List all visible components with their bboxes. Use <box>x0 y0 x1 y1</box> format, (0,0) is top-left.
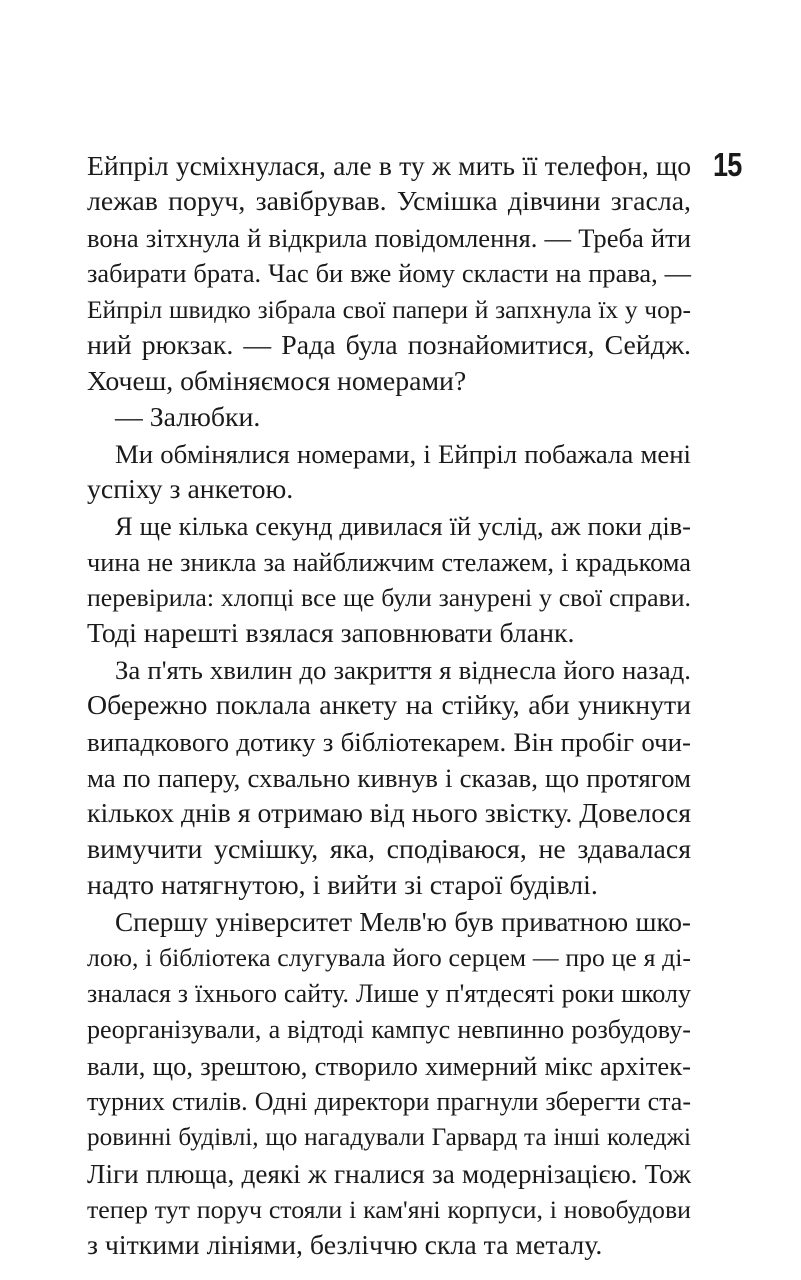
text-line: Я ще кілька секунд дивилася їй услід, аж поки дів- <box>115 511 691 541</box>
text-line: Ми обмінялися номерами, і Ейпріл побажала мені <box>115 439 691 469</box>
text-line: лежав поруч, завібрував. Усмішка дівчини згасла, <box>87 186 691 217</box>
text-line: забирати брата. Час би вже йому скласти на права, — <box>87 259 691 288</box>
text-line: випадкового дотику з бібліотекарем. Він пробіг очи- <box>87 727 691 757</box>
text-line: Спершу університет Мелв'ю був приватною шко- <box>115 907 691 937</box>
text-line: ма по паперу, схвально кивнув і сказав, що протягом <box>87 763 691 793</box>
text-line: Обережно поклала анкету на стійку, аби уникнути <box>87 690 691 721</box>
text-line: — Залюбки. <box>115 402 261 433</box>
text-line: вимучити усмішку, яка, сподіваюся, не здавалася <box>87 834 691 865</box>
text-line: успіху з анкетою. <box>87 474 294 505</box>
text-line: зналася з їхнього сайту. Лише у п'ятдесяті роки школу <box>87 979 691 1008</box>
text-line: Ейпріл швидко зібрала свої папери й запхнула їх у чор- <box>87 295 691 324</box>
text-line: вали, що, зрештою, створило химерний мікс архітек- <box>87 1051 691 1081</box>
text-line: вона зітхнула й відкрила повідомлення. — Треба йти <box>87 223 691 253</box>
text-line: перевірила: хлопці все ще були занурені у свої справи. <box>87 583 691 612</box>
text-line: тепер тут поруч стояли і кам'яні корпуси, і новобудови <box>87 1195 691 1224</box>
text-line: Хочеш, обміняємося номерами? <box>87 366 467 397</box>
text-line: реорганізували, а відтоді кампус невпинно розбудову- <box>87 1015 691 1044</box>
text-line: турних стилів. Одні директори прагнули зберегти ста- <box>87 1087 691 1116</box>
text-line: чина не зникла за найближчим стелажем, і крадькома <box>87 547 691 577</box>
text-line: кількох днів я отримаю від нього звістку. Довелося <box>87 798 691 829</box>
text-line: надто натягнутою, і вийти зі старої будівлі. <box>87 870 598 901</box>
text-line: За п'ять хвилин до закриття я віднесла його назад. <box>115 655 691 685</box>
body-text <box>87 148 691 1264</box>
text-line: Ліги плюща, деякі ж гналися за модернізацією. Тож <box>87 1159 691 1189</box>
text-line: ровинні будівлі, що нагадували Гарвард та інші коледжі <box>87 1124 691 1151</box>
text-line: Ейпріл усміхнулася, але в ту ж мить її телефон, що <box>87 150 691 181</box>
page-number: 15 <box>713 146 742 183</box>
text-line: Тоді нарешті взялася заповнювати бланк. <box>87 618 575 649</box>
text-line: лою, і бібліотека слугувала його серцем — про це я ді- <box>87 943 691 972</box>
text-line: ний рюкзак. — Рада була познайомитися, Сейдж. <box>87 330 691 361</box>
text-line: з чіткими лініями, безліччю скла та металу. <box>87 1230 603 1261</box>
